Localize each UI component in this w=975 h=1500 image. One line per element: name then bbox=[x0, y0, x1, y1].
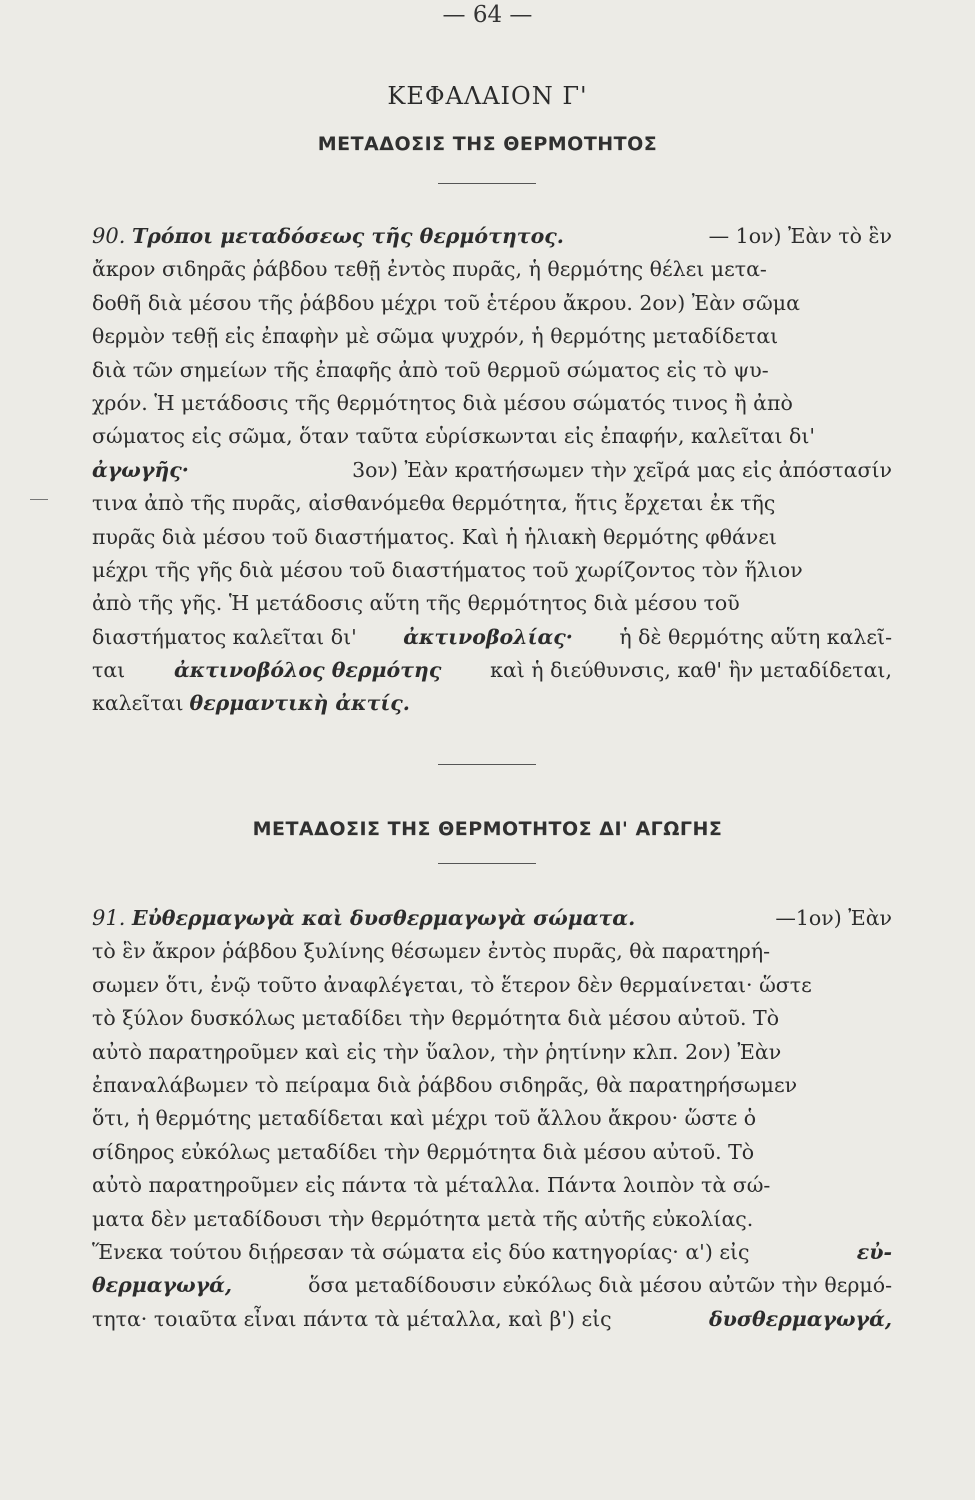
divider-rule bbox=[438, 863, 536, 864]
text-segment: καὶ ἡ διεύθυνσις, καθ' ἣν μεταδίδεται, bbox=[490, 658, 892, 683]
paragraph-91 bbox=[92, 902, 892, 1336]
paragraph-heading: Εὐθερμαγωγὰ καὶ δυσθερμαγωγὰ σώματα. bbox=[131, 906, 636, 930]
text-segment: Ἕνεκα τούτου διῄρεσαν τὰ σώματα εἰς δύο κατηγορίας· α') εἰς bbox=[92, 1239, 750, 1264]
text-segment: —1ον) Ἐὰν bbox=[775, 906, 892, 930]
text-line bbox=[92, 687, 892, 720]
text-line: ὅτι, ἡ θερμότης μεταδίδεται καὶ μέχρι τοῦ ἄλλου ἄκρου· ὥστε ὁ bbox=[92, 1106, 757, 1131]
text-line: ἄκρον σιδηρᾶς ῥάβδου τεθῇ ἐντὸς πυρᾶς, ἡ θερμότης θέλει μετα- bbox=[92, 257, 767, 282]
section-title-conduction: ΜΕΤΑΔΟΣΙΣ ΤΗΣ ΘΕΡΜΟΤΗΤΟΣ ΔΙ' ΑΓΩΓΗΣ bbox=[252, 818, 723, 840]
margin-mark bbox=[30, 499, 48, 500]
term-radiant-heat: ἀκτινοβόλος θερμότης bbox=[173, 658, 442, 683]
text-line bbox=[92, 1269, 892, 1302]
text-segment: ται bbox=[92, 658, 126, 683]
term-good-conductors: εὐ- bbox=[856, 1239, 892, 1264]
text-line: σωμεν ὅτι, ἐνῷ τοῦτο ἀναφλέγεται, τὸ ἕτερον δὲν θερμαίνεται· ὥστε bbox=[92, 972, 812, 997]
text-line: τὸ ἓν ἄκρον ῥάβδου ξυλίνης θέσωμεν ἐντὸς πυρᾶς, θὰ παρατηρή- bbox=[92, 939, 771, 964]
text-segment: — 1ον) Ἐὰν τὸ ἓν bbox=[708, 224, 892, 248]
text-line: σώματος εἰς σῶμα, ὅταν ταῦτα εὑρίσκωνται εἰς ἐπαφήν, καλεῖται δι' bbox=[92, 424, 816, 449]
text-segment: τητα· τοιαῦτα εἶναι πάντα τὰ μέταλλα, καὶ β') εἰς bbox=[92, 1306, 612, 1331]
text-line: τὸ ξύλον δυσκόλως μεταδίδει τὴν θερμότητα διὰ μέσου αὐτοῦ. Τὸ bbox=[92, 1006, 780, 1031]
section-title-heat-transfer: ΜΕΤΑΔΟΣΙΣ ΤΗΣ ΘΕΡΜΟΤΗΤΟΣ bbox=[317, 133, 658, 155]
text-line: τινα ἀπὸ τῆς πυρᾶς, αἰσθανόμεθα θερμότητα, ἥτις ἔρχεται ἐκ τῆς bbox=[92, 491, 776, 516]
term-heat-ray: θερμαντικὴ ἀκτίς. bbox=[189, 691, 410, 716]
term-good-conductors-cont: θερμαγωγά, bbox=[92, 1273, 233, 1298]
text-line: ἐπαναλάβωμεν τὸ πείραμα διὰ ῥάβδου σιδηρᾶς, θὰ παρατηρήσωμεν bbox=[92, 1072, 798, 1097]
term-radiation: ἀκτινοβολίας· bbox=[403, 624, 573, 649]
text-line: αὐτὸ παρατηροῦμεν εἰς πάντα τὰ μέταλλα. Πάντα λοιπὸν τὰ σώ- bbox=[92, 1173, 771, 1198]
divider-rule bbox=[438, 183, 536, 184]
text-line: διὰ τῶν σημείων τῆς ἐπαφῆς ἀπὸ τοῦ θερμοῦ σώματος εἰς τὸ ψυ- bbox=[92, 357, 769, 382]
text-segment: καλεῖται bbox=[92, 691, 184, 716]
text-segment: ἡ δὲ θερμότης αὕτη καλεῖ- bbox=[619, 624, 892, 649]
divider-rule bbox=[438, 764, 536, 765]
text-line: δοθῆ διὰ μέσου τῆς ῥάβδου μέχρι τοῦ ἑτέρου ἄκρου. 2ον) Ἐὰν σῶμα bbox=[92, 290, 800, 315]
text-line bbox=[92, 621, 892, 654]
text-line bbox=[92, 454, 892, 487]
text-line bbox=[92, 1303, 892, 1336]
text-line bbox=[92, 902, 892, 935]
text-line: πυρᾶς διὰ μέσου τοῦ διαστήματος. Καὶ ἡ ἡλιακὴ θερμότης φθάνει bbox=[92, 524, 777, 549]
text-line bbox=[92, 654, 892, 687]
text-line: χρόν. Ἡ μετάδοσις τῆς θερμότητος διὰ μέσου σώματός τινος ἢ ἀπὸ bbox=[92, 390, 793, 415]
text-line: αὐτὸ παρατηροῦμεν καὶ εἰς τὴν ὕαλον, τὴν ῥητίνην κλπ. 2ον) Ἐὰν bbox=[92, 1039, 782, 1064]
page-number: — 64 — bbox=[442, 2, 533, 28]
text-line bbox=[92, 1236, 892, 1269]
text-line: ἀπὸ τῆς γῆς. Ἡ μετάδοσις αὕτη τῆς θερμότητος διὰ μέσου τοῦ bbox=[92, 591, 740, 616]
paragraph-number: 90. bbox=[92, 224, 126, 248]
paragraph-90 bbox=[92, 220, 892, 721]
text-segment: 3ον) Ἐὰν κρατήσωμεν τὴν χεῖρά μας εἰς ἀπόστασίν bbox=[352, 457, 892, 482]
chapter-heading: ΚΕΦΑΛΑΙΟΝ Γ' bbox=[387, 82, 588, 110]
term-conduction: ἀγωγῆς· bbox=[92, 457, 189, 482]
paragraph-heading: Τρόποι μεταδόσεως τῆς θερμότητος. bbox=[131, 224, 564, 248]
text-line bbox=[92, 220, 892, 253]
text-line: μέχρι τῆς γῆς διὰ μέσου τοῦ διαστήματος τοῦ χωρίζοντος τὸν ἥλιον bbox=[92, 557, 803, 582]
text-line: σίδηρος εὐκόλως μεταδίδει τὴν θερμότητα διὰ μέσου αὐτοῦ. Τὸ bbox=[92, 1139, 755, 1164]
paragraph-number: 91. bbox=[92, 906, 126, 930]
text-segment: ὅσα μεταδίδουσιν εὐκόλως διὰ μέσου αὐτῶν τὴν θερμό- bbox=[308, 1273, 892, 1298]
text-segment: διαστήματος καλεῖται δι' bbox=[92, 624, 357, 649]
term-poor-conductors: δυσθερμαγωγά, bbox=[708, 1306, 892, 1331]
text-line: ματα δὲν μεταδίδουσι τὴν θερμότητα μετὰ τῆς αὐτῆς εὐκολίας. bbox=[92, 1206, 754, 1231]
text-line: θερμὸν τεθῇ εἰς ἐπαφὴν μὲ σῶμα ψυχρόν, ἡ θερμότης μεταδίδεται bbox=[92, 324, 779, 349]
